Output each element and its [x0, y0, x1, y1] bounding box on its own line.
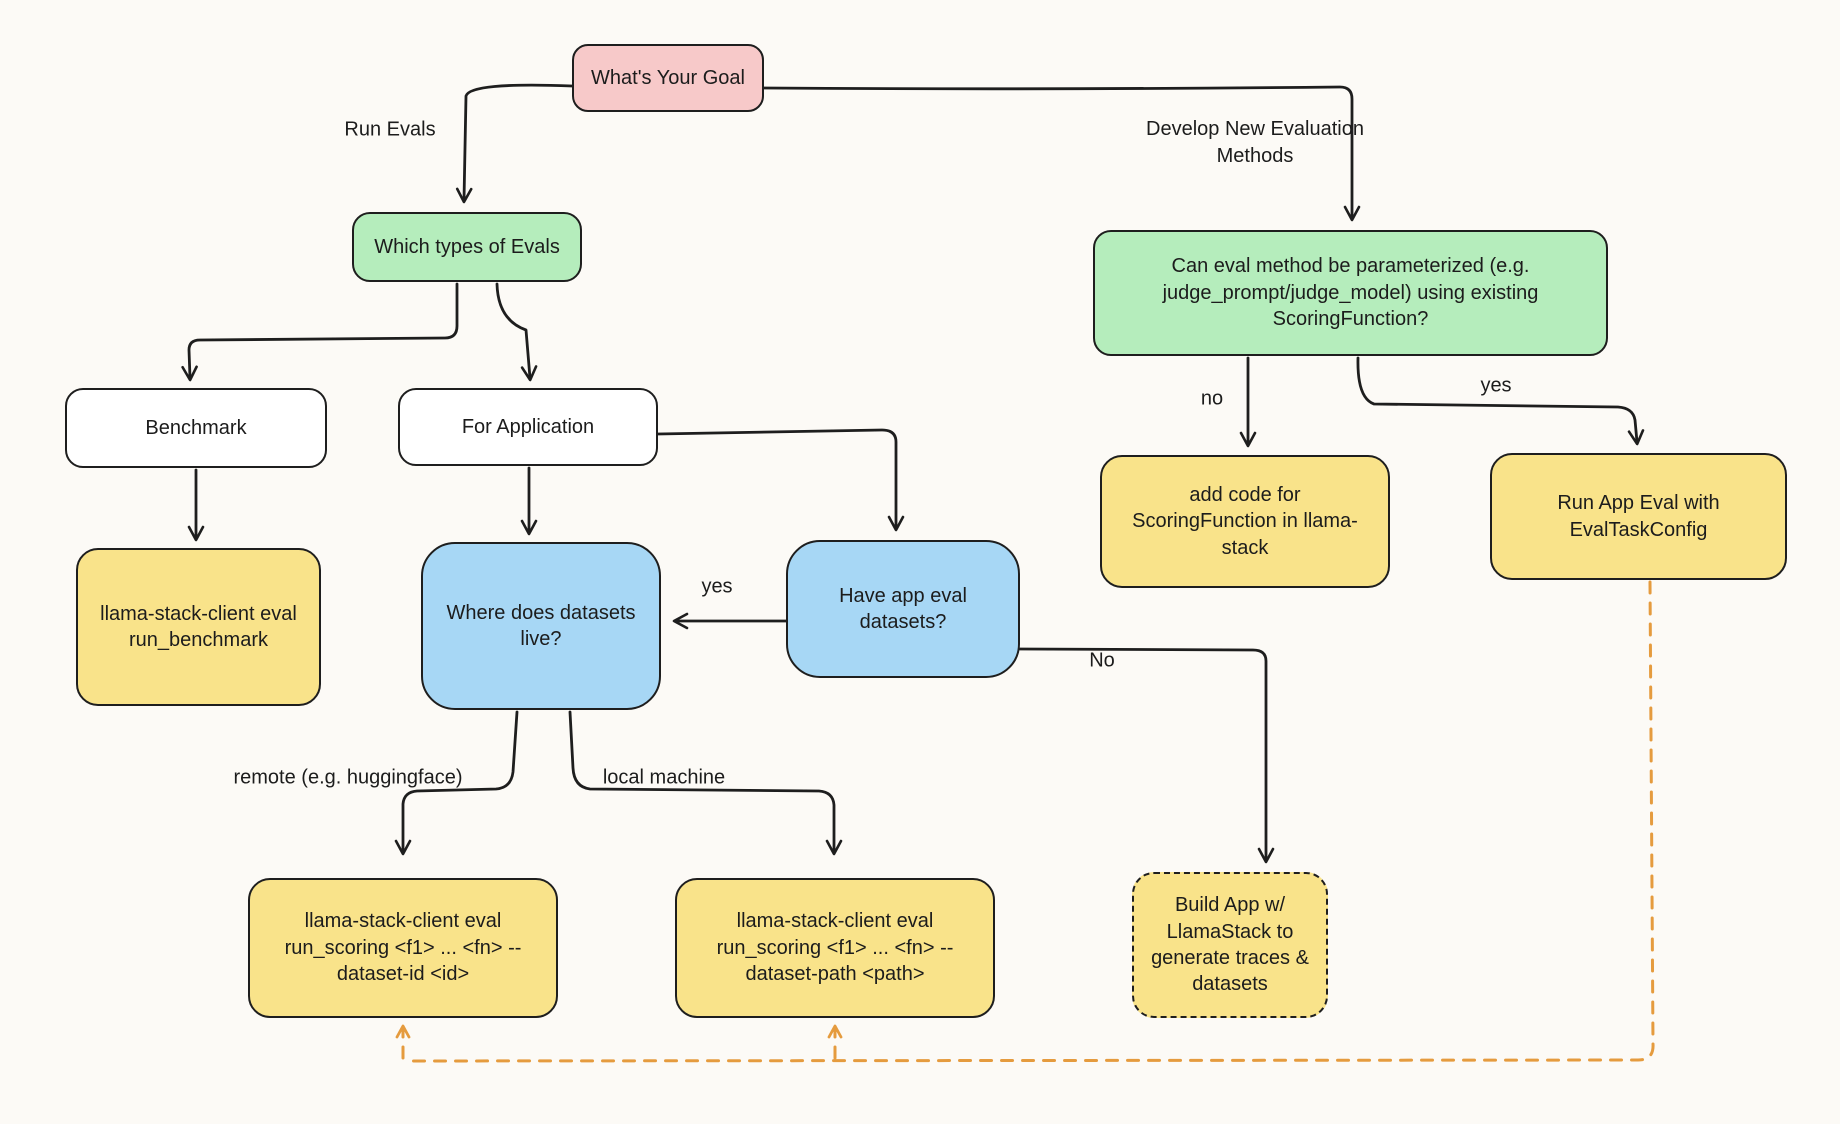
node-run-scoring-dataset-id[interactable] — [248, 878, 558, 1018]
edge-label-remote-huggingface: remote (e.g. huggingface) — [233, 766, 463, 789]
node-where-does-datasets-live[interactable] — [421, 542, 661, 710]
node-build-app-with-llamastack[interactable] — [1132, 872, 1328, 1018]
node-have-app-eval-datasets-label: Have app eval datasets? — [839, 584, 967, 633]
edge-label-run-evals: Run Evals — [344, 118, 436, 141]
edge-goal-to-which-types — [464, 85, 572, 200]
edge-for-application-to-have-datasets — [658, 430, 896, 528]
edge-label-yes-parameterized: yes — [1480, 374, 1512, 397]
node-add-code-for-scoringfunction-label: add code for ScoringFunction in llama-stack — [1132, 483, 1358, 559]
edge-which-types-to-benchmark — [189, 284, 457, 378]
node-whats-your-goal-label: What's Your Goal — [591, 66, 745, 89]
edge-parameterized-yes-to-run-app-eval — [1358, 358, 1637, 442]
node-run-benchmark-command[interactable] — [76, 548, 321, 706]
node-which-types-of-evals[interactable] — [352, 212, 582, 282]
node-benchmark[interactable] — [65, 388, 327, 468]
edge-label-local-machine: local machine — [602, 766, 726, 789]
node-build-app-with-llamastack-label: Build App w/ LlamaStack to generate traces & datasets — [1151, 894, 1309, 996]
node-for-application[interactable] — [398, 388, 658, 466]
node-can-eval-method-be-parameterized[interactable] — [1093, 230, 1608, 356]
node-whats-your-goal[interactable] — [572, 44, 764, 112]
edge-label-develop-new-evaluation-methods: Develop New Evaluation Methods — [1146, 118, 1364, 167]
node-run-app-eval-with-evaltaskconfig[interactable] — [1490, 453, 1787, 580]
node-have-app-eval-datasets[interactable] — [786, 540, 1020, 678]
node-benchmark-label: Benchmark — [145, 416, 247, 439]
edge-label-no-have-datasets: No — [1089, 649, 1115, 672]
node-run-scoring-dataset-path-label: llama-stack-client eval run_scoring <f1> ... <fn> --dataset-path <path> — [716, 910, 954, 986]
node-run-scoring-dataset-id-label: llama-stack-client eval run_scoring <f1> ... <fn> --dataset-id <id> — [284, 910, 522, 986]
node-add-code-for-scoringfunction[interactable] — [1100, 455, 1390, 588]
node-run-benchmark-command-label: llama-stack-client eval run_benchmark — [100, 602, 297, 651]
node-which-types-of-evals-label: Which types of Evals — [374, 235, 560, 258]
node-where-does-datasets-live-label: Where does datasets live? — [446, 601, 636, 650]
node-for-application-label: For Application — [461, 415, 595, 438]
edge-have-datasets-no-to-build-app — [1020, 649, 1266, 860]
node-run-scoring-dataset-path[interactable] — [675, 878, 995, 1018]
edge-which-types-to-for-application — [497, 284, 530, 378]
edge-label-no-parameterized: no — [1200, 387, 1224, 410]
node-can-eval-method-be-parameterized-label: Can eval method be parameterized (e.g. judge_prompt/judge_model) using existing ScoringFunction? — [1162, 255, 1539, 331]
edge-label-yes-have-datasets: yes — [701, 575, 733, 598]
node-run-app-eval-with-evaltaskconfig-label: Run App Eval with EvalTaskConfig — [1557, 492, 1720, 541]
